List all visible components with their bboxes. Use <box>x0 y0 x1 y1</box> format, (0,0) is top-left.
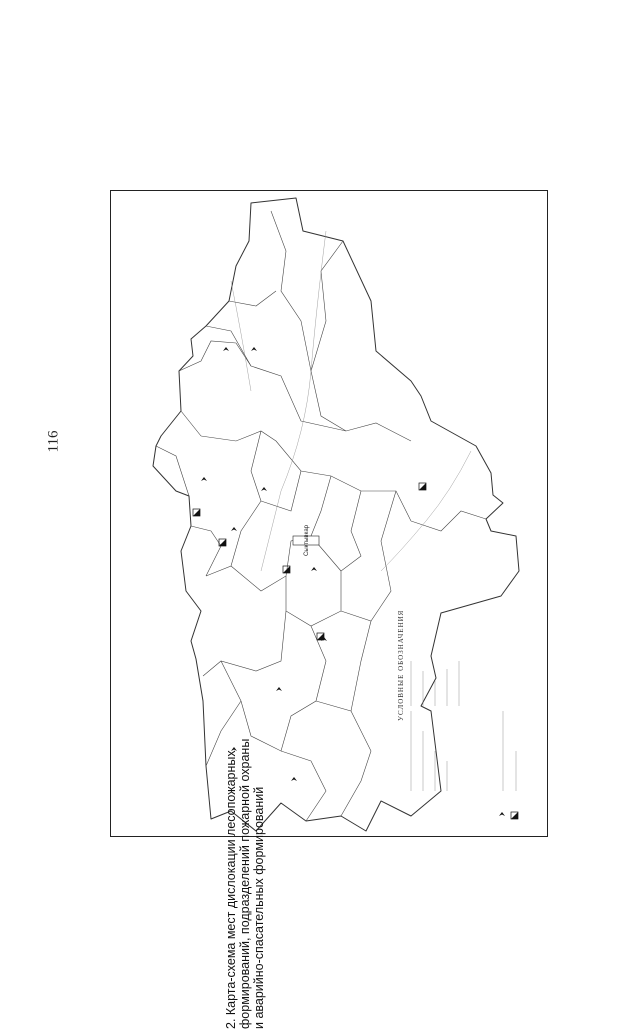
river <box>261 231 326 571</box>
title-line-2: формирований, подразделений пожарной охраны <box>238 738 252 1029</box>
district-line <box>179 341 411 441</box>
capital-label: Сыктывкар <box>304 524 310 557</box>
legend-title: УСЛОВНЫЕ ОБОЗНАЧЕНИЯ <box>397 609 405 721</box>
rescue-formation-icon <box>283 566 290 573</box>
district-line <box>206 431 261 576</box>
river <box>381 451 471 571</box>
page-number: 116 <box>45 430 62 453</box>
district-line <box>191 526 221 576</box>
title-line-1: 2. Карта-схема мест дислокации лесопожарных <box>224 750 238 1029</box>
district-line <box>181 411 201 436</box>
district-line <box>341 491 396 621</box>
capital-marker <box>293 524 319 556</box>
legend <box>397 610 518 819</box>
rescue-formation-icon <box>193 509 200 516</box>
rescue-formation-icon <box>419 483 426 490</box>
legend-rows <box>411 661 516 791</box>
fire-formation-icon <box>311 567 317 571</box>
map-frame <box>110 190 548 1029</box>
district-line <box>201 431 411 521</box>
district-line <box>203 611 286 676</box>
district-line <box>156 446 189 496</box>
district-line <box>231 476 331 591</box>
fire-formation-icon <box>201 477 207 481</box>
district-line <box>229 291 276 306</box>
district-line <box>311 241 346 431</box>
district-boundaries <box>156 211 486 821</box>
fire-formation-icon <box>231 527 237 531</box>
fire-formation-icon <box>261 487 267 491</box>
region-outline <box>153 198 519 831</box>
fire-formation-icon <box>223 347 229 351</box>
fire-formation-icon <box>291 777 297 781</box>
district-line <box>341 711 371 816</box>
district-line <box>411 511 486 531</box>
rescue-formation-icon <box>317 633 324 640</box>
district-line <box>286 491 361 626</box>
region-map <box>111 191 549 838</box>
district-line <box>271 211 311 371</box>
rescue-formation-icon <box>511 812 518 819</box>
fire-formation-icon <box>499 812 505 816</box>
district-line <box>206 326 251 366</box>
district-line <box>281 751 326 821</box>
region-border <box>153 198 519 831</box>
fire-formation-icon <box>276 687 282 691</box>
fire-formation-icon <box>251 347 257 351</box>
rescue-formation-icon <box>219 539 226 546</box>
map-title <box>224 699 266 1029</box>
rivers <box>231 231 471 571</box>
title-line-3: и аварийно-спасательных формирований <box>252 786 266 1029</box>
